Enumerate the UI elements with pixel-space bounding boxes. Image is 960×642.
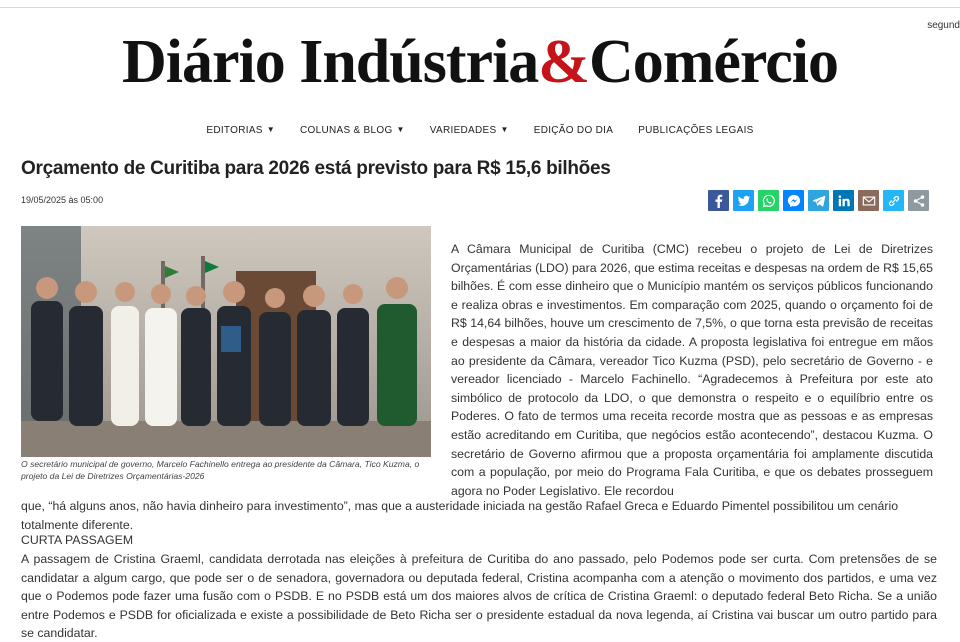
caret-down-icon: ▼: [500, 125, 509, 134]
share-whatsapp-button[interactable]: [758, 190, 779, 211]
share-messenger-button[interactable]: [783, 190, 804, 211]
share-copy-link-button[interactable]: [883, 190, 904, 211]
article-photo: [21, 226, 431, 457]
nav-colunas-blog[interactable]: [300, 125, 405, 136]
article-lead-continuation: [21, 497, 937, 534]
linkedin-icon: [837, 194, 851, 208]
nav-label: COLUNAS & BLOG: [299, 125, 393, 136]
telegram-icon: [812, 194, 826, 208]
messenger-icon: [787, 194, 801, 208]
logo-ampersand: &: [538, 28, 589, 96]
top-divider: [0, 7, 960, 8]
section-title: CURTA PASSAGEM: [21, 533, 134, 547]
site-logo[interactable]: [0, 22, 960, 102]
copy-link-icon: [887, 194, 901, 208]
publish-date: 19/05/2025 às 05:00: [21, 195, 104, 205]
section-paragraph: A passagem de Cristina Graeml, candidata derrotada nas eleições à prefeitura de Curitiba do ano passado, pelo Podemos pode ser curta. Com pretensões de se candidatar a algum cargo, que pode ser o de senadora, governadora ou deputada federal, Cristina acompanha com a atenção o movimento dos partidos, e uma vez que o Podemos pode fazer uma fusão com o PSDB. E no PSDB está um dos maiores alvos de crítica de Cristina Graeml: o deputado federal Beto Richa. Se a união entre Podemos e PSDB for oficializada e existe a possibilidade de Beto Richa ser o presidente estadual da nova legenda, aí Cristina vai buscar um outro partido para se candidatar.: [21, 552, 937, 641]
group-photo-illustration: [21, 226, 431, 457]
nav-label: EDITORIAS: [206, 125, 263, 136]
share-facebook-button[interactable]: [708, 190, 729, 211]
nav-edicao-do-dia[interactable]: [534, 125, 613, 136]
lead-cont-line-1: que, “há alguns anos, não havia dinheiro para investimento”, mas que a austeridade iniciada na gestão Rafael Greca e Eduardo Pimentel possibilitou um cenário: [21, 499, 899, 513]
photo-caption: O secretário municipal de governo, Marcelo Fachinello entrega ao presidente da Câmara, Tico Kuzma, o projeto da Lei de Diretrizes Orçamentárias-2026: [21, 459, 420, 481]
whatsapp-icon: [762, 194, 776, 208]
logo-text-1: Diário Indústria: [121, 28, 539, 96]
share-email-button[interactable]: [858, 190, 879, 211]
share-icon: [912, 194, 926, 208]
caret-down-icon: ▼: [266, 125, 275, 134]
twitter-icon: [737, 194, 751, 208]
top-date: segund: [927, 20, 960, 31]
article-lead-paragraph: A Câmara Municipal de Curitiba (CMC) recebeu o projeto de Lei de Diretrizes Orçamentárias (LDO) para 2026, que estima receitas e despesas na ordem de R$ 15,65 bilhões. É com esse dinheiro que o Município mantém os serviços públicos funcionando e realiza obras e investimentos. Em comparação com 2025, quando o orçamento foi de R$ 14,64 bilhões, houve um crescimento de 7,5%, o que torna esta previsão de receitas e despesas a maior da história da cidade. A proposta legislativa foi entregue em mãos ao presidente da Câmara, vereador Tico Kuzma (PSD), pelo secretário de Governo - e vereador licenciado - Marcelo Fachinello. “Agradecemos à Prefeitura por este ato simbólico de protocolo da LDO, o que demonstra o respeito e o equilíbrio entre os Poderes. O fato de termos uma receita recorde mostra que as pessoas e as empresas estão acreditando em Curitiba, que negócios estão acontecendo”, destacou Kuzma. O secretário de Governo afirmou que a proposta orçamentária foi amplamente discutida com a população, por meio do Programa Fala Curitiba, e que os debates prosseguem agora no Poder Legislativo. Ele recordou: [451, 242, 933, 498]
logo-text-2: Comércio: [588, 28, 839, 96]
nav-editorias[interactable]: [206, 125, 275, 136]
main-nav: [0, 125, 960, 136]
nav-label: VARIEDADES: [429, 125, 497, 136]
share-more-button[interactable]: [908, 190, 929, 211]
nav-label: EDIÇÃO DO DIA: [533, 125, 614, 136]
facebook-icon: [712, 194, 726, 208]
nav-publicacoes-legais[interactable]: [638, 125, 753, 136]
share-bar: [708, 190, 929, 211]
article-title: Orçamento de Curitiba para 2026 está previsto para R$ 15,6 bilhões: [21, 158, 611, 179]
share-telegram-button[interactable]: [808, 190, 829, 211]
email-icon: [862, 194, 876, 208]
caret-down-icon: ▼: [396, 125, 405, 134]
nav-variedades[interactable]: [430, 125, 509, 136]
lead-cont-line-2: totalmente diferente.: [21, 517, 134, 532]
share-twitter-button[interactable]: [733, 190, 754, 211]
nav-label: PUBLICAÇÕES LEGAIS: [638, 125, 754, 136]
share-linkedin-button[interactable]: [833, 190, 854, 211]
